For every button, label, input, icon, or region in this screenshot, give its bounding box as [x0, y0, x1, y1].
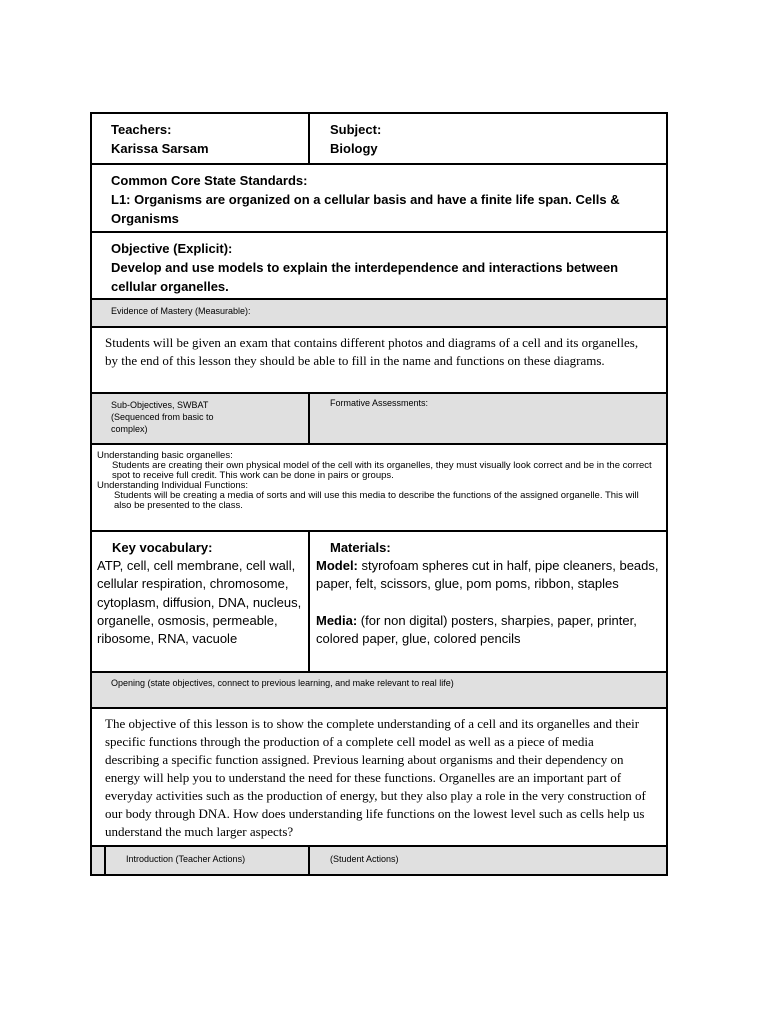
- item2-title: Understanding Individual Functions:: [97, 480, 249, 491]
- introduction-label: Introduction (Teacher Actions): [126, 854, 246, 864]
- standards-row: [92, 165, 666, 233]
- student-actions-label: (Student Actions): [330, 854, 399, 864]
- student-actions-cell: [310, 847, 666, 874]
- subobjectives-content-row: [92, 445, 666, 532]
- vocabulary-text: ATP, cell, cell membrane, cell wall, cellular respiration, chromosome, cytoplasm, diffusion, DNA, nucleus, organelle, osmosis, permeable, ribosome, RNA, vacuole: [97, 558, 302, 647]
- lesson-plan-table: [90, 112, 668, 876]
- opening-label: Opening (state objectives, connect to previous learning, and make relevant to real life): [111, 678, 454, 688]
- materials-media: [316, 612, 660, 649]
- objective-label: Objective (Explicit):: [111, 241, 233, 256]
- teachers-value: Karissa Sarsam: [111, 141, 209, 156]
- actions-header-row: [92, 847, 666, 874]
- header-row: [92, 114, 666, 165]
- subject-cell: [310, 114, 666, 163]
- standards-label: Common Core State Standards:: [111, 173, 308, 188]
- subobjectives-label-line1: Sub-Objectives, SWBAT: [111, 400, 209, 410]
- vocabulary-label: Key vocabulary:: [112, 540, 213, 555]
- evidence-label: Evidence of Mastery (Measurable):: [111, 306, 251, 316]
- formative-label: Formative Assessments:: [330, 398, 429, 408]
- evidence-text-row: [92, 328, 666, 394]
- vocabulary-cell: [92, 532, 310, 671]
- formative-label-cell: [310, 394, 666, 443]
- subobjectives-label-line3: complex): [111, 424, 148, 434]
- model-text: styrofoam spheres cut in half, pipe cleaners, beads, paper, felt, scissors, glue, pom poms, ribbon, staples: [316, 558, 659, 592]
- objective-text: Develop and use models to explain the interdependence and interactions between cellular organelles.: [111, 260, 619, 294]
- media-text: (for non digital) posters, sharpies, paper, printer, colored paper, glue, colored pencils: [316, 612, 637, 646]
- subobjectives-header-row: [92, 394, 666, 445]
- opening-text: The objective of this lesson is to show the complete understanding of a cell and its organelles and their specific functions through the production of a complete cell model as well as a piece of media describing a specific function assigned. Previous learning about organisms and their dependency on energy will help you to understand the need for these functions. Organelles are an important part of everyday activities such as the production of energy, but they also play a role in the very construction of our body through DNA. How does understanding life functions on the lowest level such as cells help us understand the much larger aspects?: [105, 716, 646, 839]
- materials-label: Materials:: [330, 540, 391, 555]
- teachers-cell: [92, 114, 310, 163]
- subject-label: Subject:: [330, 122, 382, 137]
- evidence-text: Students will be given an exam that contains different photos and diagrams of a cell and its organelles, by the end of this lesson they should be able to fill in the name and functions on these diagrams.: [105, 335, 639, 368]
- teachers-label: Teachers:: [111, 122, 172, 137]
- subobjectives-label-line2: (Sequenced from basic to: [111, 412, 214, 422]
- materials-model: [316, 557, 660, 594]
- opening-text-row: [92, 709, 666, 847]
- media-label: Media:: [316, 612, 358, 628]
- standards-text: L1: Organisms are organized on a cellular basis and have a finite life span. Cells & Organisms: [111, 192, 620, 226]
- item1-title: Understanding basic organelles:: [97, 450, 233, 461]
- materials-cell: [310, 532, 666, 671]
- evidence-label-row: [92, 300, 666, 328]
- introduction-cell: [92, 847, 310, 874]
- subobjectives-label-cell: [92, 394, 310, 443]
- column-divider: [104, 847, 106, 874]
- objective-row: [92, 233, 666, 300]
- model-label: Model:: [316, 558, 358, 573]
- item2-text: Students will be creating a media of sorts and will use this media to describe the functions of the assigned organelle. This will also be presented to the class.: [114, 490, 639, 511]
- vocab-materials-row: [92, 532, 666, 673]
- item1-text: Students are creating their own physical model of the cell with its organelles, they must visually look correct and be in the correct spot to receive full credit. This work can be done in pairs or groups.: [112, 460, 652, 481]
- opening-label-row: [92, 673, 666, 709]
- subject-value: Biology: [330, 141, 378, 156]
